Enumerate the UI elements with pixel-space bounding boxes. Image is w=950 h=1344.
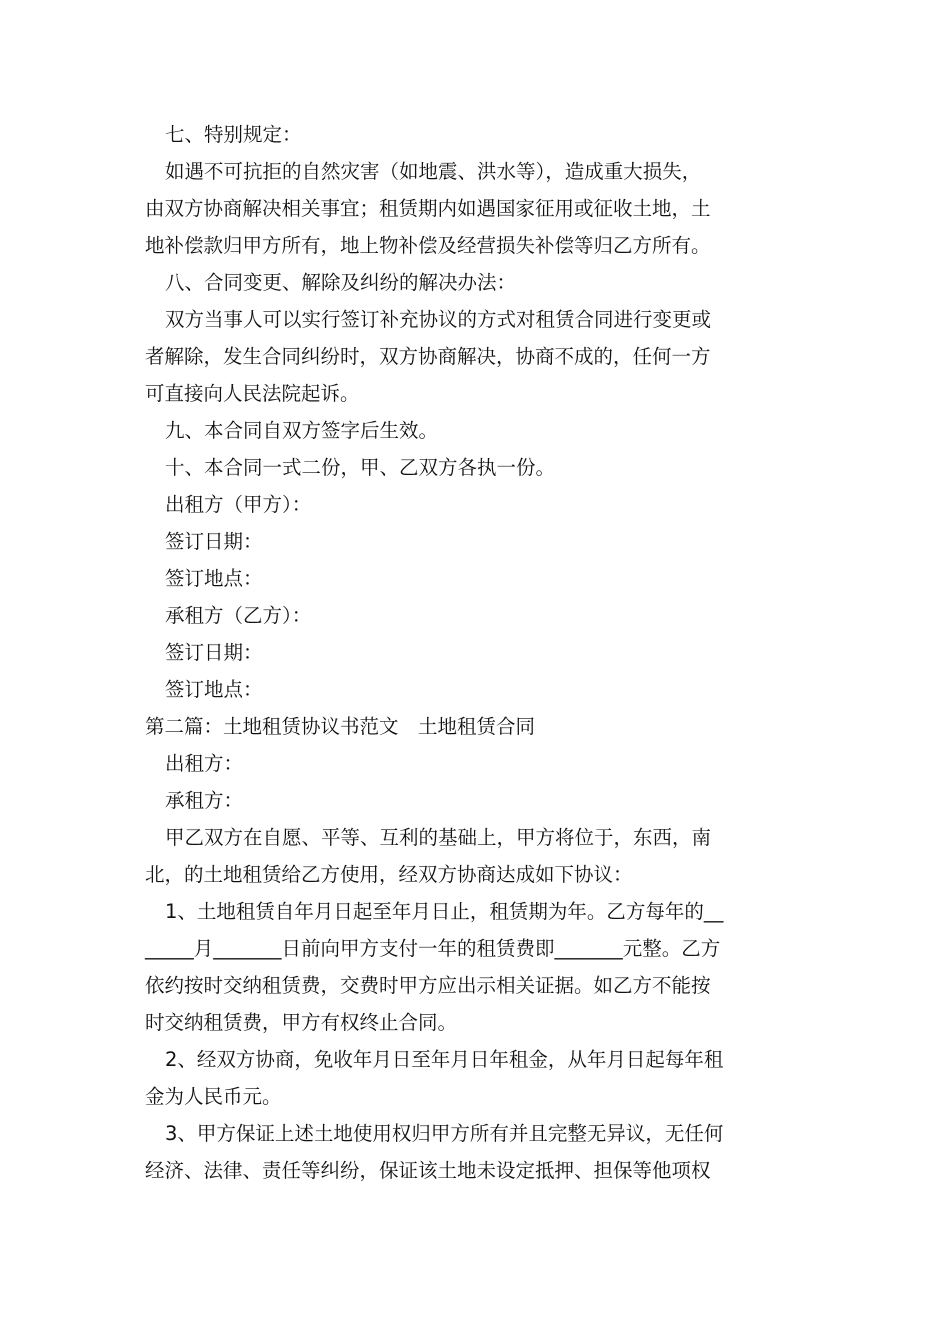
document-body — [145, 116, 810, 1189]
signing-date-label: 签订日期： — [165, 641, 263, 664]
clause-2-line: 2、经双方协商，免收年月日至年月日年租金，从年月日起每年租 — [165, 1048, 724, 1071]
paragraph-line: 如遇不可抗拒的自然灾害（如地震、洪水等），造成重大损失， — [165, 160, 702, 183]
clause-1-line: 依约按时交纳租赁费，交费时甲方应出示相关证据。如乙方不能按 — [145, 974, 711, 997]
paragraph-line: 者解除，发生合同纠纷时，双方协商解决，协商不成的，任何一方 — [145, 345, 711, 368]
lessor-signature-label: 出租方（甲方）： — [165, 493, 312, 516]
paragraph-line: 地补偿款归甲方所有，地上物补偿及经营损失补偿等归乙方所有。 — [145, 234, 711, 257]
section-heading-7: 七、特别规定： — [165, 123, 302, 146]
signing-date-label: 签订日期： — [165, 530, 263, 553]
clause-2-line: 金为人民币元。 — [145, 1085, 282, 1108]
paragraph-line: 北，的土地租赁给乙方使用，经双方协商达成如下协议： — [145, 863, 633, 886]
clause-1-line: 时交纳租赁费，甲方有权终止合同。 — [145, 1011, 458, 1034]
clause-3-line: 经济、法律、责任等纠纷，保证该土地未设定抵押、担保等他项权 — [145, 1159, 711, 1182]
signing-place-label: 签订地点： — [165, 678, 263, 701]
lessee-signature-label: 承租方（乙方）： — [165, 604, 312, 627]
lessor-label: 出租方： — [165, 752, 244, 775]
lessee-label: 承租方： — [165, 789, 244, 812]
clause-1-line: _____月_______日前向甲方支付一年的租赁费即_______元整。乙方 — [145, 937, 721, 960]
paragraph-line: 可直接向人民法院起诉。 — [145, 382, 360, 405]
section-heading-8: 八、合同变更、解除及纠纷的解决办法： — [165, 271, 517, 294]
section-heading-9: 九、本合同自双方签字后生效。 — [165, 419, 439, 442]
signing-place-label: 签订地点： — [165, 567, 263, 590]
clause-1-line: 1、土地租赁自年月日起至年月日止，租赁期为年。乙方每年的__ — [165, 900, 724, 923]
clause-3-line: 3、甲方保证上述土地使用权归甲方所有并且完整无异议，无任何 — [165, 1122, 724, 1145]
paragraph-line: 由双方协商解决相关事宜；租赁期内如遇国家征用或征收土地，土 — [145, 197, 711, 220]
paragraph-line: 双方当事人可以实行签订补充协议的方式对租赁合同进行变更或 — [165, 308, 712, 331]
section-heading-10: 十、本合同一式二份，甲、乙双方各执一份。 — [165, 456, 556, 479]
paragraph-line: 甲乙双方在自愿、平等、互利的基础上，甲方将位于，东西，南 — [165, 826, 712, 849]
chapter-title: 第二篇：土地租赁协议书范文 土地租赁合同 — [145, 715, 536, 738]
